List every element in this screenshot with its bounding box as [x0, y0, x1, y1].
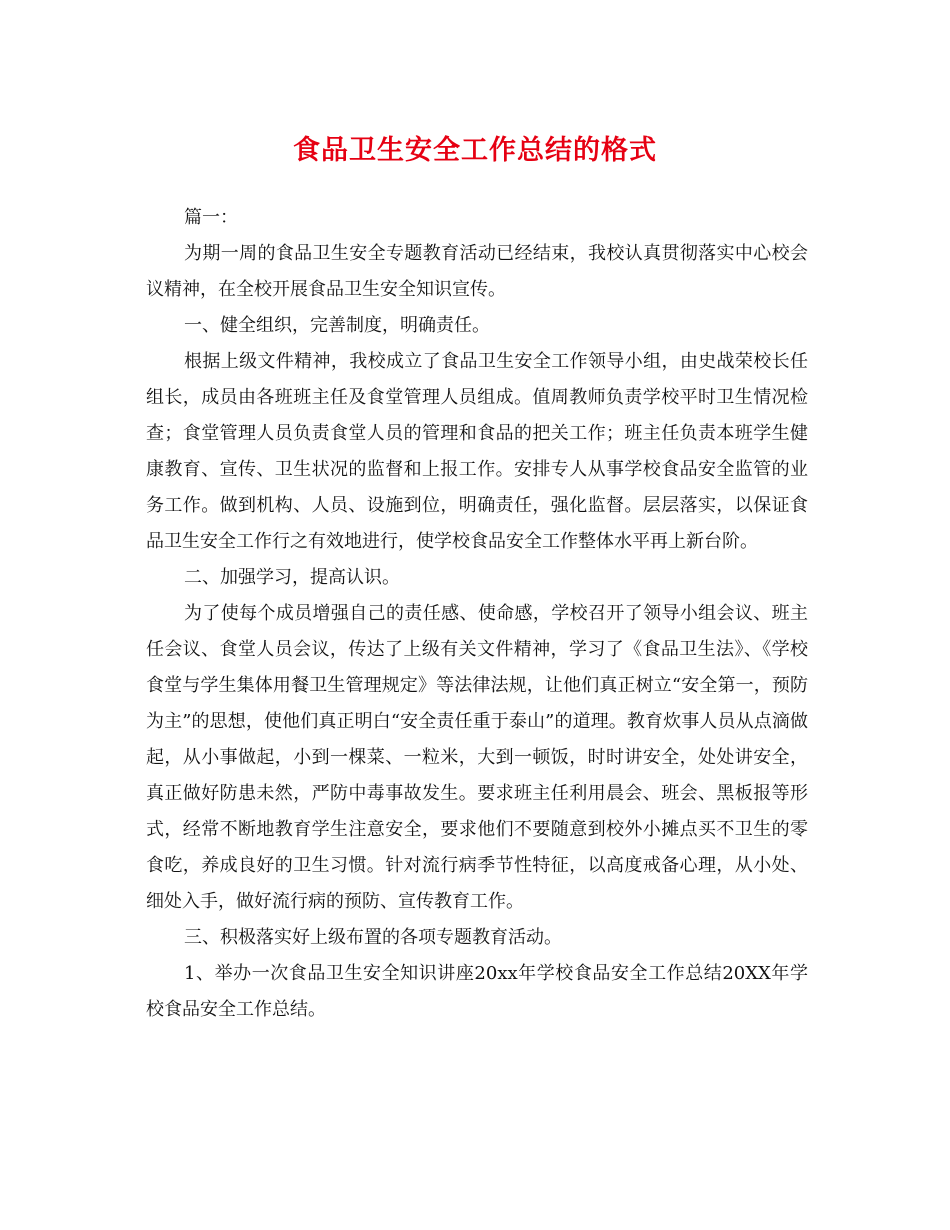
heading-section-3: 三、积极落实好上级布置的各项专题教育活动。: [184, 927, 562, 948]
paragraph-section-2: 为了使每个成员增强自己的责任感、使命感，学校召开了领导小组会议、班主任会议、食堂人员会议，传达了上级有关文件精神，学习了《食品卫生法》、《学校食堂与学生集体用餐卫生管理规定》等法律法规，让他们真正树立“安全第一，预防为主”的思想，使他们真正明白“安全责任重于泰山”的道理。教育炊事人员从点滴做起，从小事做起，小到一棵菜、一粒米，大到一顿饭，时时讲安全，处处讲安全，真正做好防患未然，严防中毒事故发生。要求班主任利用晨会、班会、黑板报等形式，经常不断地教育学生注意安全，要求他们不要随意到校外小摊点买不卫生的零食吃，养成良好的卫生习惯。针对流行病季节性特征，以高度戒备心理，从小处、细处入手，做好流行病的预防、宣传教育工作。: [146, 603, 808, 912]
heading-section-1: 一、健全组织，完善制度，明确责任。: [184, 315, 490, 336]
paragraph-intro: 为期一周的食品卫生安全专题教育活动已经结束，我校认真贯彻落实中心校会议精神，在全校开展食品卫生安全知识宣传。: [146, 243, 808, 300]
paragraph-section-label: 篇一：: [184, 207, 238, 228]
paragraph-section-3-item-1: 1、举办一次食品卫生安全知识讲座20xx年学校食品安全工作总结20XX年学校食品安全工作总结。: [146, 963, 808, 1020]
document-title: 食品卫生安全工作总结的格式: [293, 135, 657, 166]
paragraph-section-1: 根据上级文件精神，我校成立了食品卫生安全工作领导小组，由史战荣校长任组长，成员由各班班主任及食堂管理人员组成。值周教师负责学校平时卫生情况检查；食堂管理人员负责食堂人员的管理和食品的把关工作；班主任负责本班学生健康教育、宣传、卫生状况的监督和上报工作。安排专人从事学校食品安全监管的业务工作。做到机构、人员、设施到位，明确责任，强化监督。层层落实，以保证食品卫生安全工作行之有效地进行，使学校食品安全工作整体水平再上新台阶。: [146, 351, 808, 552]
heading-section-2: 二、加强学习，提高认识。: [184, 567, 400, 588]
document-body: [146, 200, 808, 1028]
